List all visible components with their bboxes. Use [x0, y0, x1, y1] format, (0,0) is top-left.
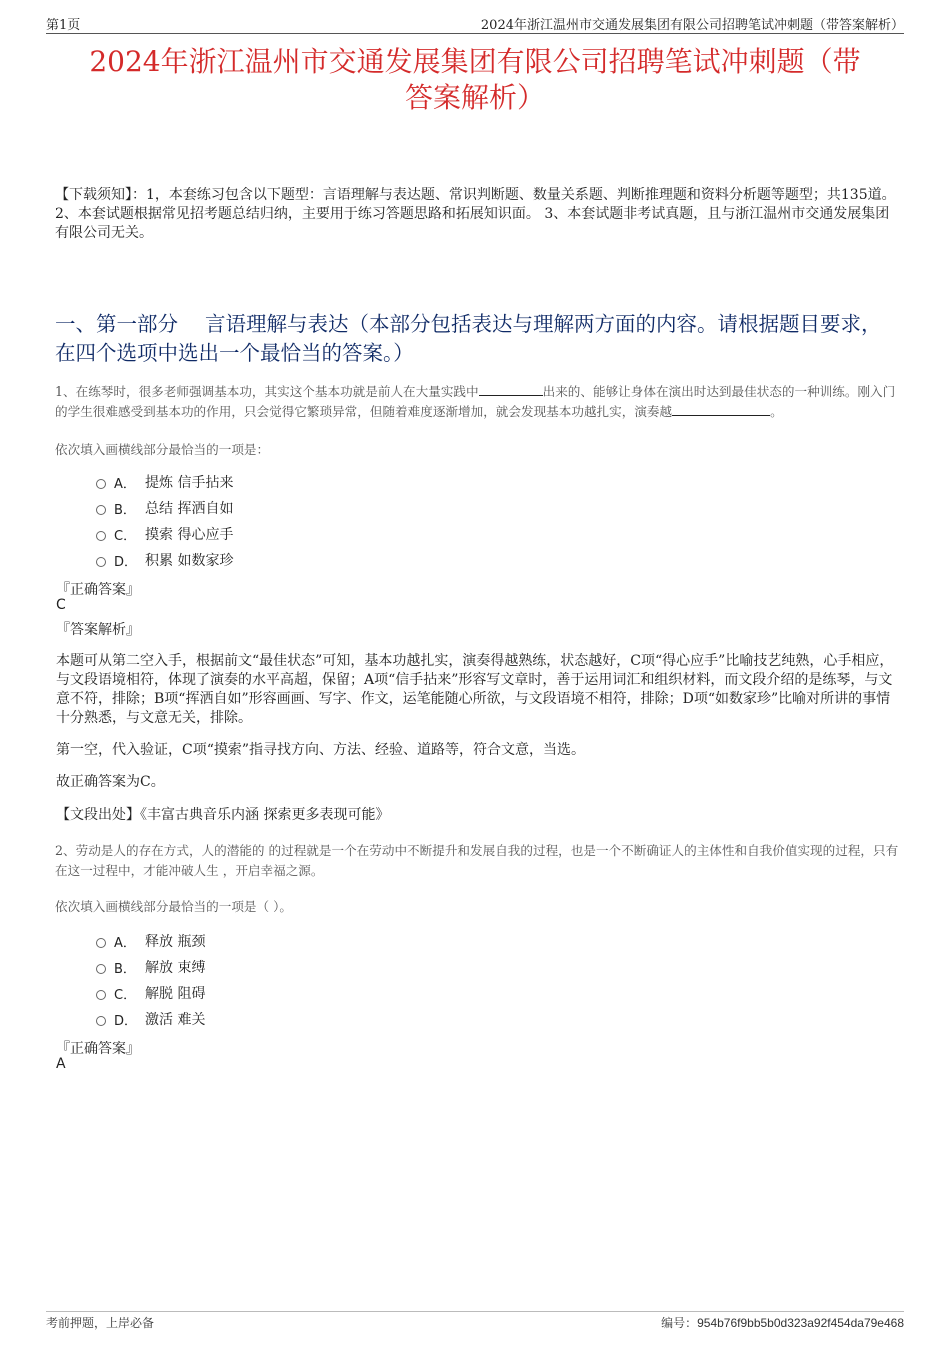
title-line-2: 答案解析）	[404, 81, 545, 114]
q1-analysis-paragraph-3: 故正确答案为C。	[56, 774, 165, 790]
footer-divider	[46, 1311, 904, 1312]
radio-button[interactable]	[96, 1016, 106, 1026]
option-letter: B．	[114, 962, 136, 977]
page-footer	[46, 1314, 904, 1330]
option-letter: A．	[114, 477, 136, 492]
footer-code	[661, 1314, 904, 1331]
radio-button[interactable]	[96, 479, 106, 489]
q2-answer: A	[56, 1056, 66, 1072]
header-divider	[46, 33, 904, 34]
option-letter: D．	[114, 1014, 138, 1029]
page-header	[46, 14, 904, 32]
radio-button[interactable]	[96, 990, 106, 1000]
section-heading: 一、第一部分 言语理解与表达（本部分包括表达与理解两方面的内容。请根据题目要求，在四个选项中选出一个最恰当的答案。）	[55, 312, 882, 365]
q2-answer-label: 『正确答案』	[56, 1041, 140, 1057]
question-2-prompt: 依次填入画横线部分最恰当的一项是（ ）。	[55, 899, 292, 914]
q1-source: 【文段出处】《丰富古典音乐内涵 探索更多表现可能》	[56, 807, 390, 823]
footer-slogan: 考前押题，上岸必备	[46, 1316, 155, 1330]
download-notice: 【下载须知】：1，本套练习包含以下题型：言语理解与表达题、常识判断题、数量关系题、判断推理题和资料分析题等题型；共135道。 2、本套试题根据常见招考题总结归纳，主要用于练习答题思路和拓展知识面。 3、本套试题非考试真题，且与浙江温州市交通发展集团有限公司无关。	[55, 187, 896, 241]
option-letter: A．	[114, 936, 136, 951]
option-text: 激活 难关	[145, 1012, 206, 1028]
option-letter: C．	[114, 529, 137, 544]
radio-button[interactable]	[96, 964, 106, 974]
question-1-text-b: 出来的、能够让身体在演出时达到最佳状态的一种训练。刚入门的学生很难感受到基本功的作用，只会觉得它繁琐异常，但随着难度逐渐增加，就会发现基本功越扎实，演奏越	[55, 384, 896, 419]
document-title	[46, 44, 904, 116]
radio-button[interactable]	[96, 557, 106, 567]
question-2-stem: 2、劳动是人的存在方式，人的潜能的 的过程就是一个在劳动中不断提升和发展自我的过程，也是一个不断确证人的主体性和自我价值实现的过程，只有在这一过程中，才能冲破人生 ，开启幸福之源。	[55, 843, 899, 878]
page-number: 第1页	[46, 18, 81, 33]
option-text: 解脱 阻碍	[145, 986, 206, 1002]
radio-button[interactable]	[96, 505, 106, 515]
q1-answer: C	[56, 597, 66, 613]
question-1-prompt: 依次填入画横线部分最恰当的一项是：	[55, 442, 270, 457]
footer-code-label: 编号：	[661, 1316, 698, 1330]
option-text: 提炼 信手拈来	[145, 475, 234, 491]
option-text: 释放 瓶颈	[145, 934, 206, 950]
title-line-1: 2024年浙江温州市交通发展集团有限公司招聘笔试冲刺题（带	[89, 45, 861, 78]
fill-blank-2	[672, 403, 770, 416]
option-letter: B．	[114, 503, 136, 518]
q1-analysis-paragraph-2: 第一空，代入验证，C项“摸索”指寻找方向、方法、经验、道路等，符合文意，当选。	[56, 742, 586, 758]
option-letter: D．	[114, 555, 138, 570]
question-1-stem	[55, 382, 901, 422]
option-letter: C．	[114, 988, 137, 1003]
option-text: 解放 束缚	[145, 960, 206, 976]
q1-analysis-paragraph-1: 本题可从第二空入手，根据前文“最佳状态”可知，基本功越扎实，演奏得越熟练，状态越好，C项“得心应手”比喻技艺纯熟，心手相应，与文段语境相符，体现了演奏的水平高超，保留；A项“信手拈来”形容写文章时，善于运用词汇和组织材料，而文段介绍的是练琴，与文意不符，排除；B项“挥洒自如”形容画画、写字、作文，运笔能随心所欲，与文段语境不相符，排除；D项“如数家珍”比喻对所讲的事情十分熟悉，与文意无关，排除。	[56, 653, 894, 726]
q1-answer-label: 『正确答案』	[56, 582, 140, 598]
question-1-text-a: 1、在练琴时，很多老师强调基本功，其实这个基本功就是前人在大量实践中	[55, 384, 479, 399]
radio-button[interactable]	[96, 938, 106, 948]
header-doc-title: 2024年浙江温州市交通发展集团有限公司招聘笔试冲刺题（带答案解析）	[480, 18, 904, 33]
fill-blank-1	[479, 383, 543, 396]
option-text: 摸索 得心应手	[145, 527, 234, 543]
option-text: 总结 挥洒自如	[145, 501, 234, 517]
q1-analysis-label: 『答案解析』	[56, 622, 140, 638]
radio-button[interactable]	[96, 531, 106, 541]
footer-code-value: 954b76f9bb5b0d323a92f454da79e468	[697, 1316, 904, 1330]
question-1-text-c: 。	[770, 404, 783, 419]
option-text: 积累 如数家珍	[145, 553, 234, 569]
